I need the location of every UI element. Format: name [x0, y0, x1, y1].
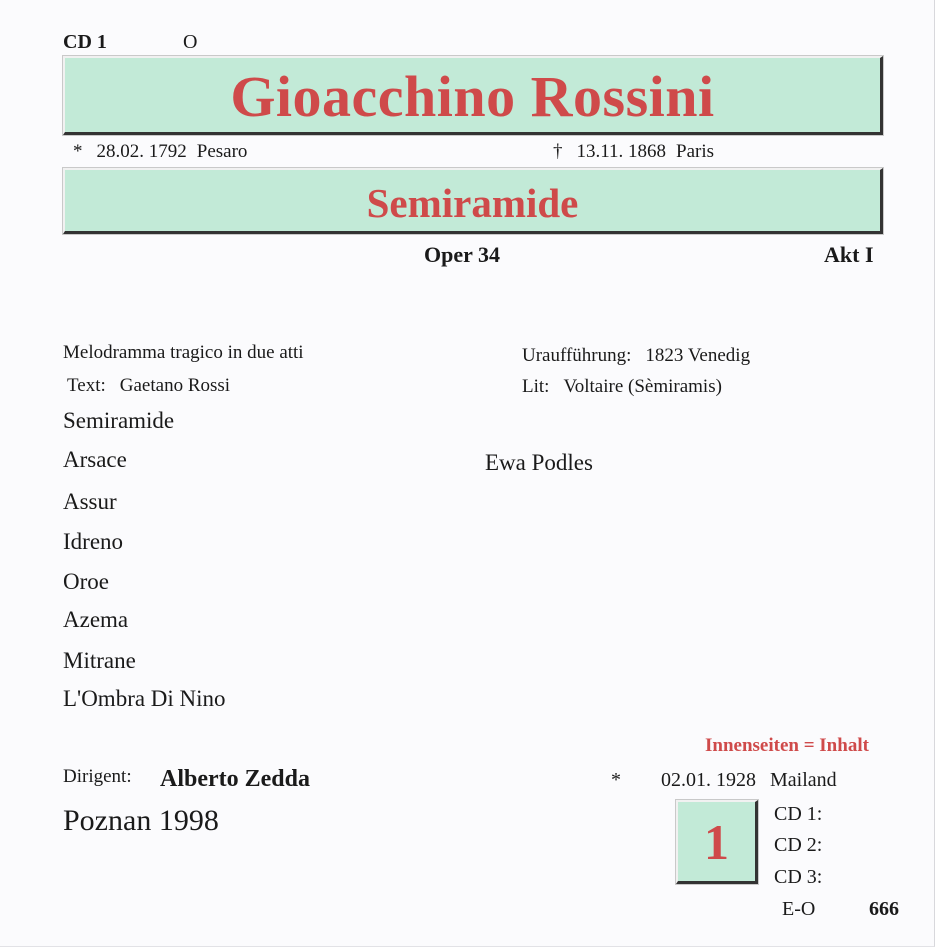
cd-line-3: CD 3: [774, 866, 823, 888]
death-date: 13.11. 1868 [576, 141, 667, 162]
birth-place: Pesaro [196, 141, 248, 162]
death-place: Paris [676, 141, 715, 162]
conductor-birth-date: 02.01. 1928 [661, 769, 756, 791]
premiere-label: Uraufführung: [522, 345, 632, 366]
cd-line-1: CD 1: [774, 803, 823, 825]
role-azema: Azema [63, 607, 129, 632]
role-oroe: Oroe [63, 569, 109, 594]
role-mitrane: Mitrane [63, 648, 136, 673]
opera-title: Semiramide [366, 180, 579, 226]
role-ombra-di-nino: L'Ombra Di Nino [63, 686, 226, 711]
contents-note: Innenseiten = Inhalt [705, 735, 869, 756]
conductor-name: Alberto Zedda [160, 766, 310, 792]
composer-name: Gioacchino Rossini [230, 64, 715, 129]
catalog-number: 666 [869, 898, 899, 920]
cd-line-2: CD 2: [774, 834, 823, 856]
libretto-label: Text: [67, 375, 106, 396]
literature-line [522, 376, 722, 398]
singer-arsace: Ewa Podles [485, 450, 593, 475]
composer-birth [73, 141, 247, 163]
birth-date: 28.02. 1792 [96, 141, 187, 162]
opera-banner [63, 168, 883, 234]
composer-banner [63, 56, 883, 135]
catalog-code: E-O [782, 898, 816, 920]
conductor-birth-symbol: * [611, 769, 621, 791]
opera-genre: Melodramma tragico in due atti [63, 342, 304, 363]
literature-label: Lit: [522, 376, 550, 397]
birth-symbol: * [73, 141, 83, 162]
conductor-birth [611, 769, 837, 792]
role-idreno: Idreno [63, 529, 124, 554]
role-assur: Assur [63, 489, 117, 514]
literature-value: Voltaire (Sèmiramis) [563, 376, 722, 397]
cd-mark: O [183, 31, 198, 53]
death-symbol: † [553, 141, 563, 162]
conductor-birth-place: Mailand [770, 769, 837, 791]
libretto-line [67, 375, 230, 397]
role-semiramide: Semiramide [63, 408, 175, 433]
opus-number: Oper 34 [424, 242, 500, 267]
composer-death [553, 141, 714, 163]
cd-number-box [676, 800, 758, 884]
cd-number: 1 [704, 814, 729, 870]
premiere-value: 1823 Venedig [645, 345, 751, 366]
cd-label: CD 1 [63, 31, 107, 53]
role-arsace: Arsace [63, 447, 127, 472]
act-label: Akt I [824, 242, 874, 267]
conductor-label: Dirigent: [63, 766, 132, 787]
librettist: Gaetano Rossi [119, 375, 231, 396]
recording-venue: Poznan 1998 [63, 804, 219, 837]
premiere-line [522, 345, 750, 367]
